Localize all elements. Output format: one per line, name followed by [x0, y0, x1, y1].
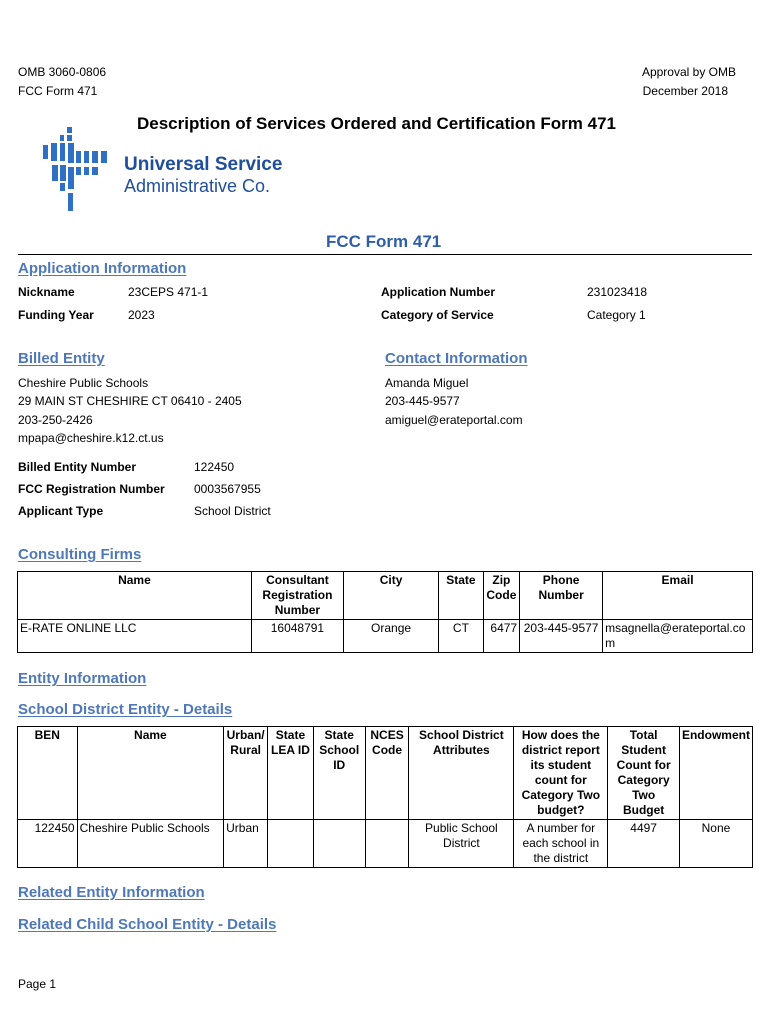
col-state: State [439, 572, 484, 620]
billed-entity-email: mpapa@cheshire.k12.ct.us [18, 431, 164, 445]
category-label: Category of Service [381, 308, 494, 322]
cell-district-name: Cheshire Public Schools [77, 820, 224, 868]
page-title: Description of Services Ordered and Certification Form 471 [137, 114, 616, 133]
col-city: City [343, 572, 438, 620]
district-table [17, 726, 753, 868]
cell-state: CT [439, 620, 484, 653]
billed-entity-heading: Billed Entity [18, 350, 105, 367]
col-name: Name [18, 572, 252, 620]
form-number: FCC Form 471 [18, 84, 98, 98]
cell-zip: 6477 [483, 620, 519, 653]
page-number: Page 1 [18, 977, 57, 991]
related-child-heading: Related Child School Entity - Details [18, 916, 277, 933]
contact-name: Amanda Miguel [385, 376, 469, 390]
col-state-school-id: State School ID [313, 727, 365, 820]
col-student-count-method: How does the district report its student count for Category Two budget? [514, 727, 608, 820]
district-details-heading: School District Entity - Details [18, 701, 233, 718]
cell-total-count: 4497 [608, 820, 680, 868]
app-number-label: Application Number [381, 285, 496, 299]
col-attributes: School District Attributes [409, 727, 514, 820]
billed-entity-address: 29 MAIN ST CHESHIRE CT 06410 - 2405 [18, 394, 242, 408]
nickname-label: Nickname [18, 285, 75, 299]
cell-state-school-id [313, 820, 365, 868]
col-nces-code: NCES Code [365, 727, 409, 820]
omb-number: OMB 3060-0806 [18, 65, 107, 79]
table-row [18, 820, 753, 868]
omb-approval: Approval by OMB [641, 65, 736, 79]
approval-date: December 2018 [642, 84, 728, 98]
ben-label: Billed Entity Number [18, 460, 137, 474]
application-info-heading: Application Information [18, 260, 187, 277]
related-entity-heading: Related Entity Information [18, 884, 205, 901]
col-ben: BEN [18, 727, 78, 820]
app-number-value: 231023418 [587, 285, 648, 299]
funding-year-label: Funding Year [18, 308, 94, 322]
logo-line2: Administrative Co. [124, 176, 271, 196]
usac-logo-icon [40, 125, 115, 215]
cell-attributes: Public School District [409, 820, 514, 868]
cell-count-method: A number for each school in the district [514, 820, 608, 868]
applicant-type-label: Applicant Type [18, 504, 104, 518]
col-state-lea-id: State LEA ID [268, 727, 314, 820]
col-zip: Zip Code [483, 572, 519, 620]
table-row [18, 620, 753, 653]
consulting-table [17, 571, 753, 653]
category-value: Category 1 [587, 308, 646, 322]
heading-divider [18, 254, 752, 255]
nickname-value: 23CEPS 471-1 [128, 285, 209, 299]
fcc-form-heading: FCC Form 471 [326, 232, 442, 251]
applicant-type-value: School District [194, 504, 271, 518]
consulting-firms-heading: Consulting Firms [18, 546, 142, 563]
contact-info-heading: Contact Information [385, 350, 528, 367]
col-urban-rural: Urban/ Rural [224, 727, 268, 820]
cell-state-lea-id [268, 820, 314, 868]
cell-city: Orange [343, 620, 438, 653]
cell-nces-code [365, 820, 409, 868]
fcc-reg-label: FCC Registration Number [18, 482, 165, 496]
col-total-student-count: Total Student Count for Category Two Budget [608, 727, 680, 820]
ben-value: 122450 [194, 460, 235, 474]
cell-reg: 16048791 [251, 620, 343, 653]
cell-phone: 203-445-9577 [520, 620, 603, 653]
contact-phone: 203-445-9577 [385, 394, 460, 408]
col-endowment: Endowment [679, 727, 752, 820]
cell-urban-rural: Urban [224, 820, 268, 868]
cell-endowment: None [679, 820, 752, 868]
fcc-reg-value: 0003567955 [194, 482, 261, 496]
cell-name: E-RATE ONLINE LLC [18, 620, 252, 653]
billed-entity-phone: 203-250-2426 [18, 413, 93, 427]
col-district-name: Name [77, 727, 224, 820]
col-email: Email [603, 572, 753, 620]
funding-year-value: 2023 [128, 308, 155, 322]
col-consultant-reg: Consultant Registration Number [251, 572, 343, 620]
cell-email: msagnella@erateportal.com [603, 620, 753, 653]
billed-entity-name: Cheshire Public Schools [18, 376, 149, 390]
cell-ben: 122450 [18, 820, 78, 868]
entity-info-heading: Entity Information [18, 670, 147, 687]
logo-line1: Universal Service [124, 154, 283, 175]
col-phone: Phone Number [520, 572, 603, 620]
contact-email: amiguel@erateportal.com [385, 413, 523, 427]
